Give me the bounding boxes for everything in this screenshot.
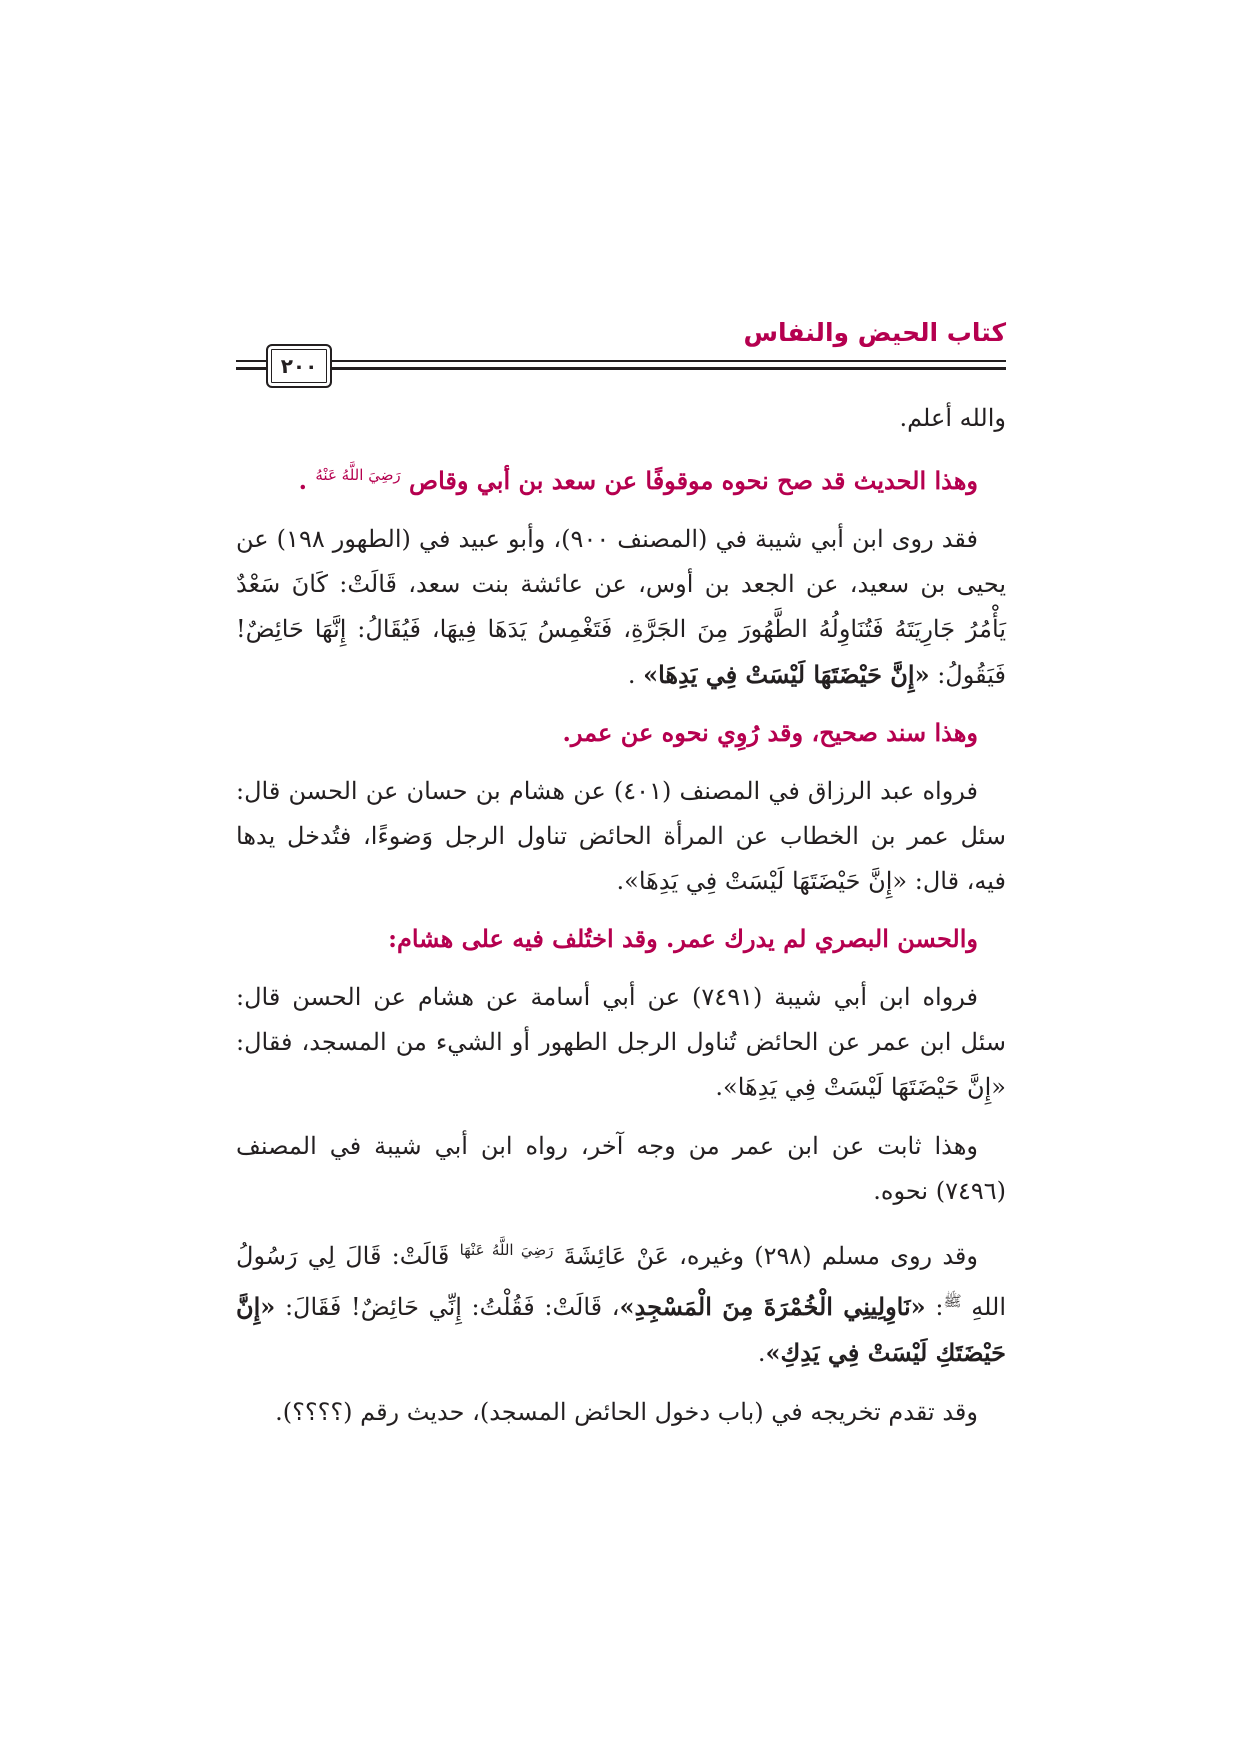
paragraph-takhrij-reference: وقد تقدم تخريجه في (باب دخول الحائض المسجد)، حديث رقم (؟؟؟؟). xyxy=(275,1398,978,1426)
page-body xyxy=(236,396,1006,1435)
chapter-title: كتاب الحيض والنفاس xyxy=(743,318,1006,347)
honorific-aisha: رَضِيَ اللَّهُ عَنْهَا xyxy=(459,1241,554,1259)
hadith-haydah: «إِنَّ حَيْضَتَكِ لَيْسَتْ فِي يَدِكِ» xyxy=(236,1292,1006,1367)
heading-saad-end: . xyxy=(298,466,308,495)
page-number: ٢٠٠ xyxy=(266,344,332,388)
honorific-prophet: ﷺ xyxy=(943,1292,962,1310)
colon: : xyxy=(935,1293,944,1321)
paragraph-closing: والله أعلم. xyxy=(899,404,1006,432)
heading-hasan-basri: والحسن البصري لم يدرك عمر. وقد اختُلف فيه على هشام: xyxy=(388,924,978,953)
paragraph-abdul-razzaq: فرواه عبد الرزاق في المصنف (٤٠١) عن هشام بن حسان عن الحسن قال: سئل عمر بن الخطاب عن المرأة الحائض تناول الرجل وَضوءًا، فتُدخل يدها فيه، قال: «إِنَّ حَيْضَتَهَا لَيْسَتْ فِي يَدِهَا». xyxy=(236,777,1006,895)
hadith-khumrah: «نَاوِلِينِي الْخُمْرَةَ مِنَ الْمَسْجِدِ» xyxy=(619,1292,926,1321)
hadith-quote: «إِنَّ حَيْضَتَهَا لَيْسَتْ فِي يَدِهَا» xyxy=(643,660,930,689)
heading-saad-text: وهذا الحديث قد صح نحوه موقوفًا عن سعد بن أبي وقاص xyxy=(409,466,978,495)
paragraph-muslim-mid2: ، قَالَتْ: فَقُلْتُ: إِنِّي حَائِضٌ! فَقَالَ: xyxy=(284,1293,620,1321)
paragraph-muslim-start: وقد روى مسلم (٢٩٨) وغيره، عَنْ عَائِشَةَ xyxy=(563,1242,978,1270)
paragraph-muslim-end: . xyxy=(757,1339,766,1367)
heading-sahih-sanad: وهذا سند صحيح، وقد رُوِي نحوه عن عمر. xyxy=(562,718,978,747)
heading-saad xyxy=(236,453,1006,503)
paragraph-ibn-umar: وهذا ثابت عن ابن عمر من وجه آخر، رواه ابن أبي شيبة في المصنف (٧٤٩٦) نحوه. xyxy=(236,1132,1006,1205)
paragraph-ibn-abi-shaybah-text: فقد روى ابن أبي شيبة في (المصنف ٩٠٠)، وأبو عبيد في (الطهور ١٩٨) عن يحيى بن سعيد، عن الجعد بن أوس، عن عائشة بنت سعد، قَالَتْ: كَانَ سَعْدٌ يَأْمُرُ جَارِيَتَهُ فَتُنَاوِلُهُ الطَّهُورَ مِنَ الجَرَّةِ، فَتَغْمِسُ يَدَهَا فِيهَا، فَيُقَالُ: إِنَّهَا حَائِضٌ! فَيَقُولُ: xyxy=(236,525,1006,689)
header-rule-thick xyxy=(236,367,1006,370)
honorific-saad: رَضِيَ اللَّهُ عَنْهُ xyxy=(315,466,401,484)
paragraph-ibn-abi-shaybah xyxy=(236,517,1006,698)
paragraph-end: . xyxy=(627,661,636,689)
page-header xyxy=(236,300,1006,386)
paragraph-muslim xyxy=(236,1228,1006,1376)
paragraph-abu-usamah: فرواه ابن أبي شيبة (٧٤٩١) عن أبي أسامة عن هشام عن الحسن قال: سئل ابن عمر عن الحائض تُناول الرجل الطهور أو الشيء من المسجد، فقال: «إِنَّ حَيْضَتَهَا لَيْسَتْ فِي يَدِهَا». xyxy=(236,983,1006,1101)
paragraph-muslim-mid: قَالَتْ: قَالَ لِي رَسُولُ اللهِ xyxy=(236,1242,1007,1321)
book-page xyxy=(236,300,1006,1435)
header-rule-thin xyxy=(236,360,1006,362)
